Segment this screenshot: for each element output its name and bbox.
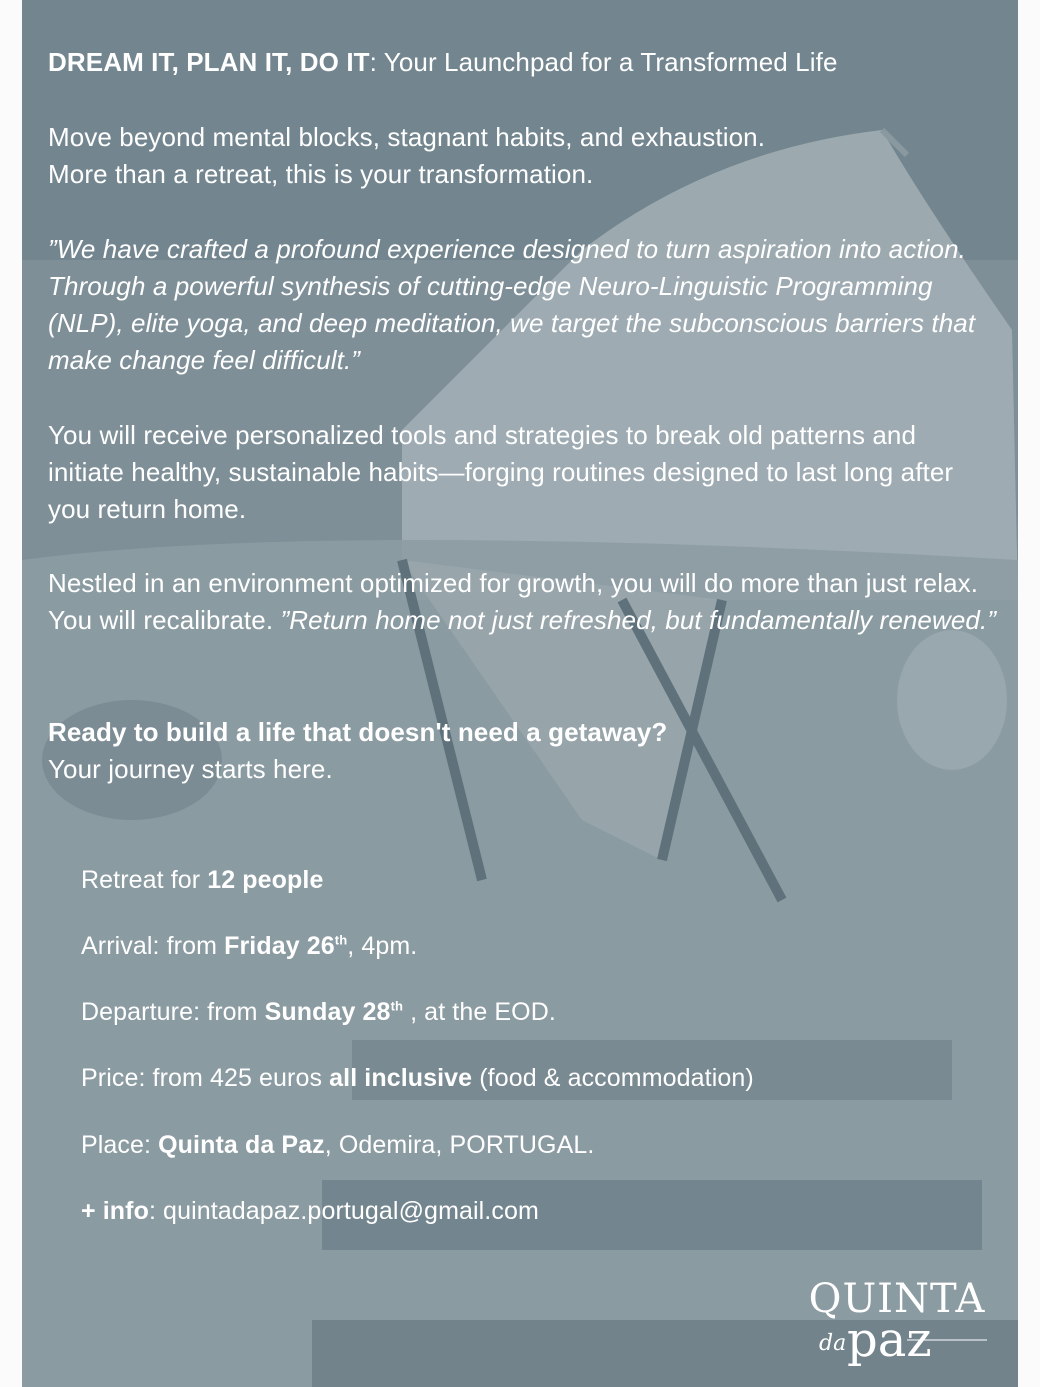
price-inclusive: all inclusive: [329, 1064, 473, 1092]
retreat-poster: [22, 0, 1018, 1387]
detail-info: [81, 1194, 539, 1228]
headline-rest: : Your Launchpad for a Transformed Life: [369, 47, 838, 77]
place-prefix: Place:: [81, 1131, 159, 1159]
call-to-action: [48, 714, 998, 788]
detail-arrival: [81, 929, 417, 963]
detail-retreat: [81, 863, 323, 897]
detail-place: [81, 1128, 594, 1162]
arrival-time: , 4pm.: [347, 932, 418, 960]
place-location: , Odemira, PORTUGAL.: [324, 1131, 595, 1159]
environment-quote: ”Return home not just refreshed, but fundamentally renewed.”: [280, 605, 997, 635]
intro-line-1: Move beyond mental blocks, stagnant habits, and exhaustion.: [48, 122, 766, 152]
environment-block: [48, 565, 998, 639]
intro: [48, 119, 998, 193]
info-email: : quintadapaz.portugal@gmail.com: [148, 1197, 539, 1225]
cta-heading: Ready to build a life that doesn't need a getaway?: [48, 717, 668, 747]
intro-line-2: More than a retreat, this is your transformation.: [48, 159, 594, 189]
left-margin: [0, 0, 22, 1387]
quote-block: [48, 231, 998, 379]
background-photo: [22, 0, 1018, 1387]
departure-time: , at the EOD.: [403, 998, 556, 1026]
headline-bold: DREAM IT, PLAN IT, DO IT: [48, 47, 370, 77]
retreat-prefix: Retreat for: [81, 866, 208, 894]
cta-subline: Your journey starts here.: [48, 754, 333, 784]
arrival-day: Friday 26: [224, 932, 335, 960]
price-suffix: (food & accommodation): [472, 1064, 754, 1092]
departure-prefix: Departure: from: [81, 998, 265, 1026]
detail-price: [81, 1061, 754, 1095]
place-name: Quinta da Paz: [158, 1131, 325, 1159]
tools-block: [48, 417, 998, 528]
right-margin: [1018, 0, 1040, 1387]
retreat-capacity: 12 people: [207, 866, 324, 894]
logo-line-1: QUINTA: [808, 1276, 986, 1322]
quinta-da-paz-logo: [797, 1268, 997, 1368]
departure-ordinal: th: [390, 998, 404, 1014]
arrival-prefix: Arrival: from: [81, 932, 225, 960]
detail-departure: [81, 995, 556, 1029]
headline: [48, 44, 998, 81]
info-label: + info: [81, 1197, 149, 1225]
arrival-ordinal: th: [334, 932, 348, 948]
departure-day: Sunday 28: [264, 998, 391, 1026]
logo-da: da: [819, 1331, 847, 1356]
environment-text: Nestled in an environment optimized for growth, you will do more than just relax. You will recalibrate.: [48, 568, 979, 635]
logo-paz: paz: [847, 1312, 932, 1368]
quote-text: ”We have crafted a profound experience designed to turn aspiration into action. Through a powerful synthesis of cutting-edge Neuro-Linguistic Programming (NLP), elite yoga, and deep meditation, we target the subconscious barriers that make change feel difficult.”: [48, 234, 976, 375]
price-prefix: Price: from 425 euros: [81, 1064, 330, 1092]
tools-text: You will receive personalized tools and strategies to break old patterns and initiate healthy, sustainable habits—forging routines designed to last long after you return home.: [48, 420, 954, 524]
